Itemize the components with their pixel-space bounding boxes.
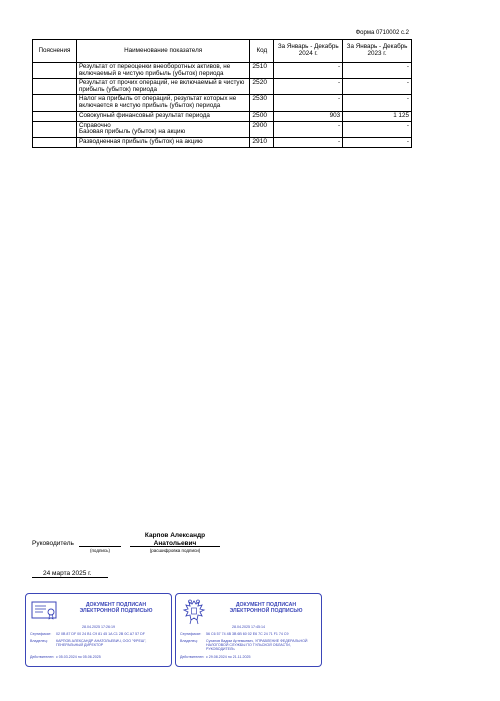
financial-results-table bbox=[32, 39, 412, 148]
name-caption: (расшифровка подписи) bbox=[149, 548, 201, 553]
table-row bbox=[33, 137, 412, 147]
stamp-signed-at: 28.04.2025 17:45:14 bbox=[232, 625, 265, 629]
table-row bbox=[33, 121, 412, 137]
header-indicator: Наименование показателя bbox=[76, 40, 249, 63]
row-code: 2900 bbox=[250, 121, 274, 137]
signature-role: Руководитель bbox=[32, 540, 74, 547]
stamp-cert-label: Сертификат: bbox=[180, 632, 202, 636]
form-code: Форма 0710002 с.2 bbox=[355, 30, 409, 36]
name-line bbox=[130, 546, 220, 547]
stamp-signed-at: 28.04.2025 17:26:19 bbox=[82, 625, 115, 629]
row-code: 2510 bbox=[250, 63, 274, 79]
row-code: 2500 bbox=[250, 111, 274, 121]
row-code: 2910 bbox=[250, 137, 274, 147]
signer-name: Карпов Александр Анатольевич bbox=[144, 532, 206, 548]
row-note bbox=[33, 79, 77, 95]
header-period-2023: За Январь - Декабрь 2023 г. bbox=[343, 40, 412, 63]
e-signature-stamp-tax-authority bbox=[175, 593, 322, 667]
signature-caption: (подпись) bbox=[89, 548, 110, 553]
row-indicator-name: Результат от прочих операций, не включаемый в чистую прибыль (убыток) периода bbox=[76, 79, 249, 95]
header-code: Код bbox=[250, 40, 274, 63]
row-note bbox=[33, 137, 77, 147]
row-value-2023: 1 125 bbox=[343, 111, 412, 121]
header-period-2024: За Январь - Декабрь 2024 г. bbox=[274, 40, 343, 63]
row-indicator-name: Совокупный финансовый результат периода bbox=[76, 111, 249, 121]
row-indicator-name: Налог на прибыль от операций, результат которых не включается в чистую прибыль (убыток) периода bbox=[76, 95, 249, 111]
row-value-2024: - bbox=[274, 79, 343, 95]
header-notes: Пояснения bbox=[33, 40, 77, 63]
row-value-2023: - bbox=[343, 137, 412, 147]
row-value-2024: 903 bbox=[274, 111, 343, 121]
row-note bbox=[33, 63, 77, 79]
row-indicator-name: Справочно Базовая прибыль (убыток) на акцию bbox=[76, 121, 249, 137]
stamp-cert-label: Сертификат: bbox=[30, 632, 52, 636]
stamp-title: ДОКУМЕНТ ПОДПИСАН ЭЛЕКТРОННОЙ ПОДПИСЬЮ bbox=[79, 602, 153, 614]
stamp-owner-value: Суханов Вадим Артемьевич, УПРАВЛЕНИЕ ФЕДЕРАЛЬНОЙ НАЛОГОВОЙ СЛУЖБЫ ПО ТУЛЬСКОЙ ОБЛАСТИ, РУКОВОДИТЕЛЬ bbox=[206, 639, 308, 652]
row-value-2023: - bbox=[343, 63, 412, 79]
date-line bbox=[32, 577, 108, 578]
row-note bbox=[33, 95, 77, 111]
row-code: 2530 bbox=[250, 95, 274, 111]
row-code: 2520 bbox=[250, 79, 274, 95]
table-row bbox=[33, 63, 412, 79]
stamp-cert-value: 56 C6 57 74 4B 3B 6B 60 02 E6 7C 24 71 F1 74 C9 bbox=[206, 632, 289, 636]
stamp-title: ДОКУМЕНТ ПОДПИСАН ЭЛЕКТРОННОЙ ПОДПИСЬЮ bbox=[229, 602, 303, 614]
stamp-owner-value: КАРПОВ АЛЕКСАНДР АНАТОЛЬЕВИЧ, ООО "ФРЕШ", ГЕНЕРАЛЬНЫЙ ДИРЕКТОР bbox=[56, 639, 147, 648]
row-note bbox=[33, 111, 77, 121]
row-indicator-name: Результат от переоценки внеоборотных активов, не включаемый в чистую прибыль (убыток) периода bbox=[76, 63, 249, 79]
row-value-2023: - bbox=[343, 79, 412, 95]
table-header-row bbox=[33, 40, 412, 63]
row-value-2023: - bbox=[343, 95, 412, 111]
row-value-2024: - bbox=[274, 121, 343, 137]
signature-date: 24 марта 2025 г. bbox=[43, 570, 92, 577]
table-row bbox=[33, 111, 412, 121]
stamp-valid-value: с 05.03.2024 по 05.06.2025 bbox=[56, 655, 101, 659]
emblem-icon bbox=[181, 598, 207, 626]
row-value-2024: - bbox=[274, 137, 343, 147]
stamp-cert-value: 02 0B 87 DF 00 24 B1 C9 81 45 1A C1 2B 0C A7 57 DF bbox=[56, 632, 145, 636]
stamp-valid-value: с 29.08.2024 по 21.11.2025 bbox=[206, 655, 251, 659]
row-indicator-name: Разводненная прибыль (убыток) на акцию bbox=[76, 137, 249, 147]
table-row bbox=[33, 79, 412, 95]
row-value-2024: - bbox=[274, 95, 343, 111]
row-value-2024: - bbox=[274, 63, 343, 79]
e-signature-stamp-company bbox=[25, 593, 172, 667]
row-value-2023: - bbox=[343, 121, 412, 137]
stamp-owner-label: Владелец: bbox=[180, 639, 198, 643]
row-note bbox=[33, 121, 77, 137]
stamp-valid-label: Действителен: bbox=[30, 655, 55, 659]
certificate-icon bbox=[31, 601, 57, 621]
table-row bbox=[33, 95, 412, 111]
stamp-owner-label: Владелец: bbox=[30, 639, 48, 643]
signature-line bbox=[79, 546, 121, 547]
stamp-valid-label: Действителен: bbox=[180, 655, 205, 659]
